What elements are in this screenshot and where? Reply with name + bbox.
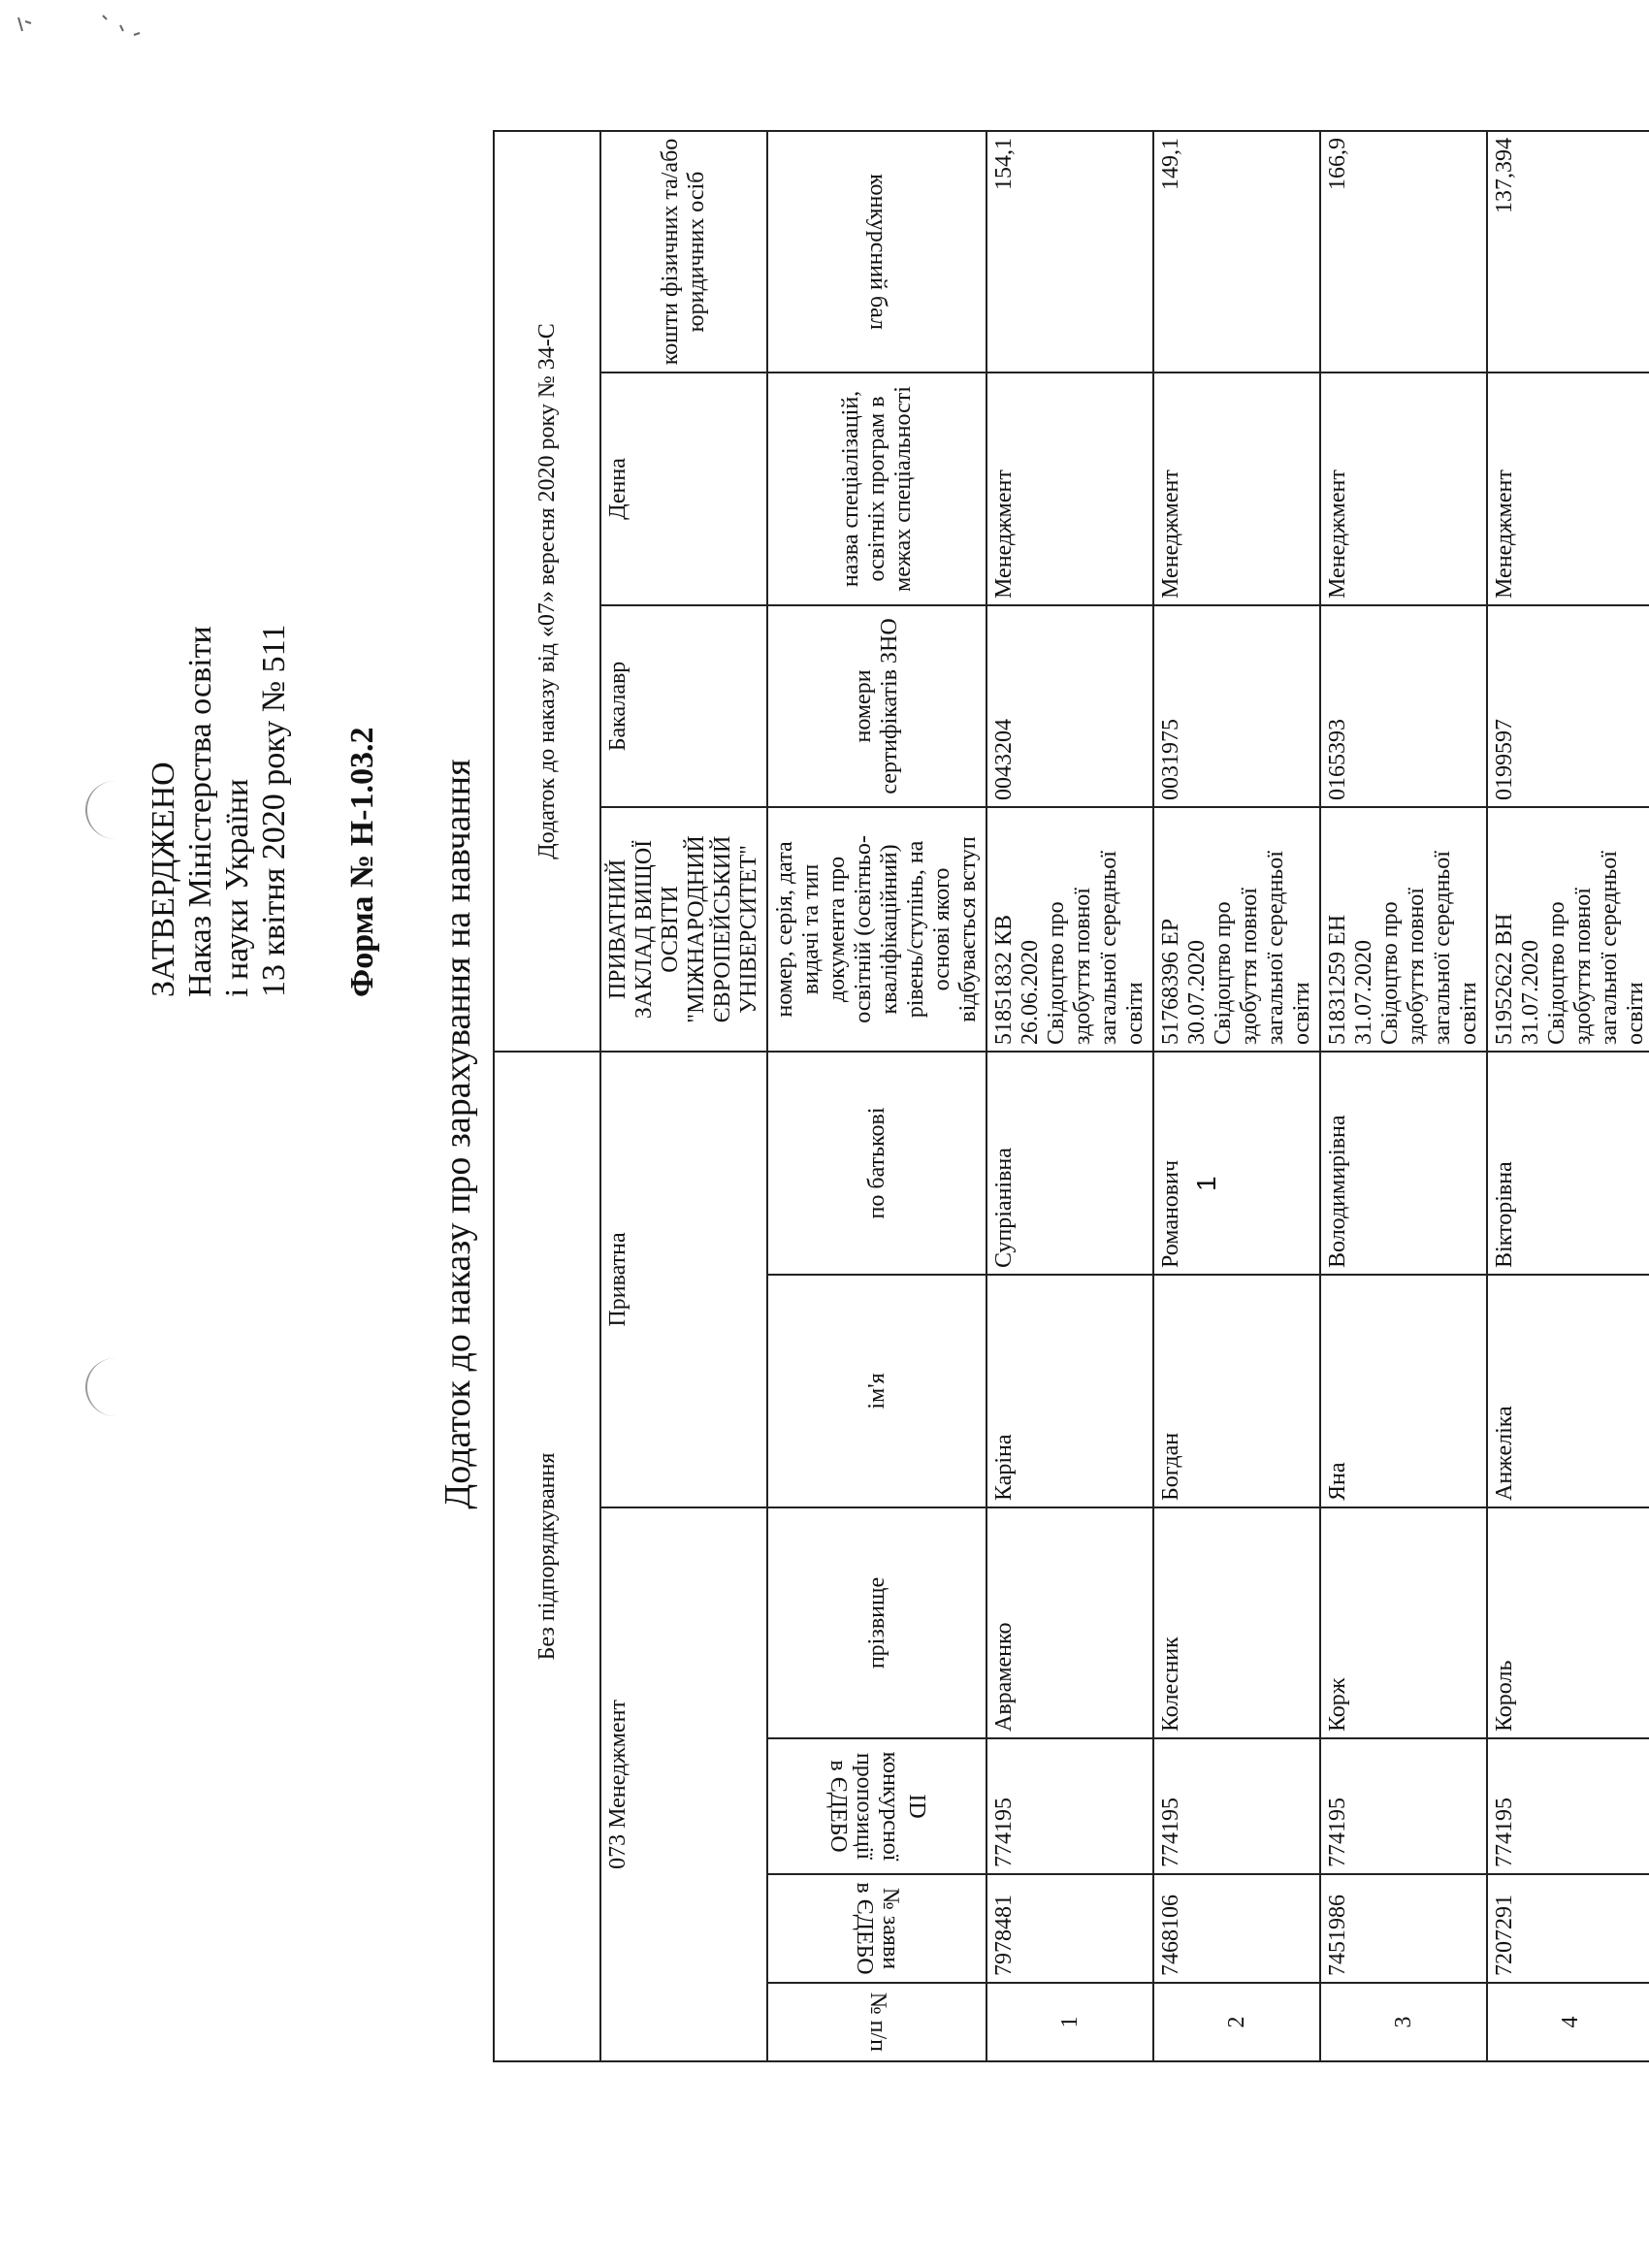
col-score-header: конкурсний бал	[767, 131, 986, 373]
col-name-header: ім'я	[767, 1275, 986, 1507]
approval-line: Наказ Міністерства освіти	[182, 626, 218, 997]
approval-line: 13 квітня 2020 року № 511	[256, 624, 292, 997]
row-num: 2	[1153, 1983, 1320, 2061]
specialization: Менеджмент	[986, 373, 1153, 605]
col-document-header: номер, серія, дата видачі та тип документа про освітній (освітньо-кваліфікаційний) рівень/ступінь, на основі якого відбувається вступ	[767, 807, 986, 1052]
row-num: 4	[1487, 1983, 1649, 2061]
funding-cell: кошти фізичних та/або юридичних осіб	[600, 131, 767, 373]
col-surname-header: прізвище	[767, 1507, 986, 1738]
document-number: 51952622 ВН 31.07.2020	[1492, 913, 1543, 1045]
score: 149,1	[1153, 131, 1320, 373]
document-title: Додаток до наказу про зарахування на навчання	[437, 759, 478, 1509]
application-id: 7468106	[1153, 1874, 1320, 1983]
approval-block	[146, 625, 293, 997]
approval-line: ЗАТВЕРДЖЕНО	[146, 761, 181, 997]
col-app-id-header: № заяви в ЄДЕБО	[767, 1874, 986, 1983]
col-zno-header: номери сертифікатів ЗНО	[767, 605, 986, 807]
first-name: Богдан	[1153, 1275, 1320, 1507]
document-number: 51768396 ЕР 30.07.2020	[1158, 918, 1210, 1045]
zno-number: 0043204	[986, 605, 1153, 807]
document-number: 51831259 ЕН 31.07.2020	[1325, 914, 1376, 1045]
surname: Король	[1487, 1507, 1649, 1738]
patronymic: Володимирівна	[1320, 1052, 1487, 1275]
score: 154,1	[986, 131, 1153, 373]
degree-cell: Бакалавр	[600, 605, 767, 807]
document-info	[986, 807, 1153, 1052]
specialization: Менеджмент	[1487, 373, 1649, 605]
table-row	[986, 131, 1153, 2061]
surname: Колесник	[1153, 1507, 1320, 1738]
table-row	[1487, 131, 1649, 2061]
first-name: Яна	[1320, 1275, 1487, 1507]
zno-number: 0199597	[1487, 605, 1649, 807]
document-type: Свідоцтво про здобуття повної загальної середньої освіти	[1211, 851, 1314, 1045]
col-specialization-header: назва спеціалізацій, освітніх програм в межах спеціальності	[767, 373, 986, 605]
application-id: 7207291	[1487, 1874, 1649, 1983]
first-name: Анжеліка	[1487, 1275, 1649, 1507]
surname: Корж	[1320, 1507, 1487, 1738]
offer-id: 774195	[1487, 1738, 1649, 1874]
patronymic: Романович	[1153, 1052, 1320, 1275]
study-form-cell: Денна	[600, 373, 767, 605]
document-info	[1153, 807, 1320, 1052]
row-num: 1	[986, 1983, 1153, 2061]
approval-line: і науки України	[219, 778, 255, 997]
offer-id: 774195	[1320, 1738, 1487, 1874]
row-num: 3	[1320, 1983, 1487, 2061]
offer-id: 774195	[1153, 1738, 1320, 1874]
subordination-cell: Без підпорядкування	[494, 1052, 600, 2061]
score: 137,394	[1487, 131, 1649, 373]
ownership-cell: Приватна	[600, 1052, 767, 1507]
col-patronymic-header: по батькові	[767, 1052, 986, 1275]
score: 166,9	[1320, 131, 1487, 373]
specialty-cell: 073 Менеджмент	[600, 1507, 767, 2061]
page-number: 1	[1191, 1176, 1221, 1191]
document-info	[1487, 807, 1649, 1052]
surname: Авраменко	[986, 1507, 1153, 1738]
application-id: 7451986	[1320, 1874, 1487, 1983]
document-type: Свідоцтво про здобуття повної загальної середньої освіти	[1377, 851, 1481, 1045]
document-number: 51851832 КВ 26.06.2020	[991, 914, 1043, 1045]
offer-id: 774195	[986, 1738, 1153, 1874]
table-row	[1320, 131, 1487, 2061]
zno-number: 0031975	[1153, 605, 1320, 807]
document-type: Свідоцтво про здобуття повної загальної середньої освіти	[1044, 851, 1148, 1045]
first-name: Каріна	[986, 1275, 1153, 1507]
col-offer-id-header: ID конкурсної пропозиції в ЄДЕБО	[767, 1738, 986, 1874]
specialization: Менеджмент	[1153, 373, 1320, 605]
zno-number: 0165393	[1320, 605, 1487, 807]
specialization: Менеджмент	[1320, 373, 1487, 605]
patronymic: Вікторівна	[1487, 1052, 1649, 1275]
document-type: Свідоцтво про здобуття повної загальної середньої освіти	[1544, 851, 1648, 1045]
form-number: Форма № Н-1.03.2	[344, 727, 380, 997]
institution-cell: ПРИВАТНИЙ ЗАКЛАД ВИЩОЇ ОСВІТИ "МІЖНАРОДНИЙ ЄВРОПЕЙСЬКИЙ УНІВЕРСИТЕТ"	[600, 807, 767, 1052]
col-num-header: № п/п	[767, 1983, 986, 2061]
order-ref-cell: Додаток до наказу від «07» вересня 2020 року № 34-С	[494, 131, 600, 1052]
table-row	[1153, 131, 1320, 2061]
document-info	[1320, 807, 1487, 1052]
application-id: 7978481	[986, 1874, 1153, 1983]
enrollment-table	[493, 130, 1649, 2062]
patronymic: Супріанівна	[986, 1052, 1153, 1275]
